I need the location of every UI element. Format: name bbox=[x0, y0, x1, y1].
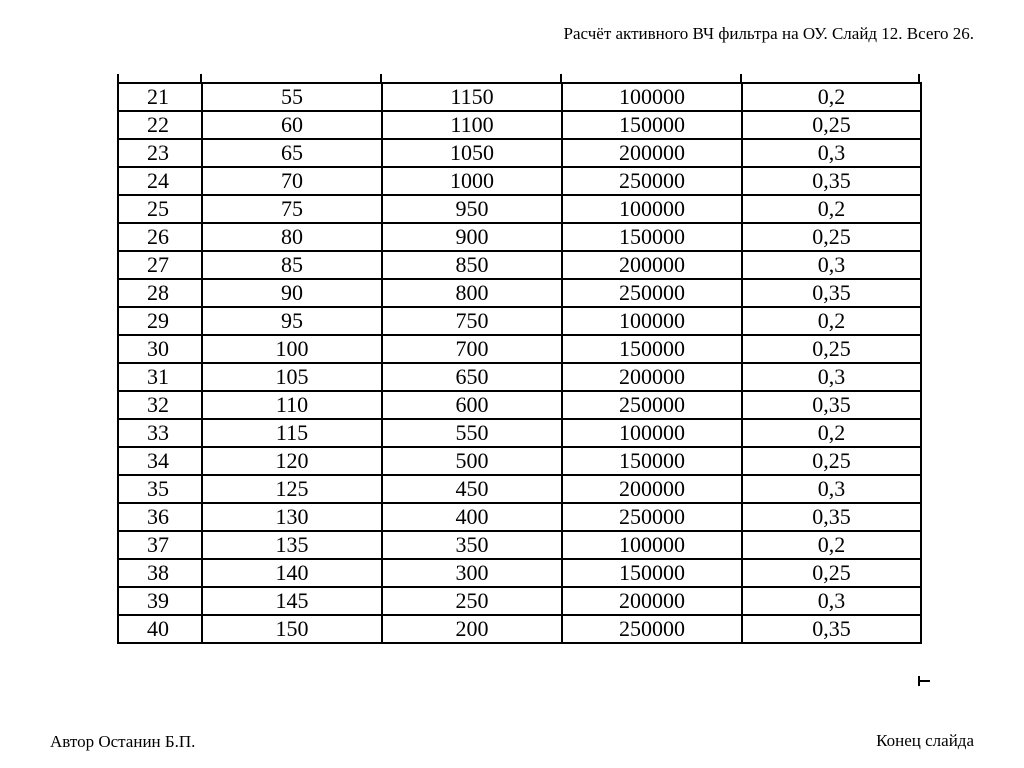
table-cell: 100000 bbox=[562, 83, 742, 111]
table-cell: 1050 bbox=[382, 139, 562, 167]
table-cell: 200000 bbox=[562, 587, 742, 615]
table-cell: 33 bbox=[118, 419, 202, 447]
table-row bbox=[118, 251, 921, 279]
table-cell: 250000 bbox=[562, 391, 742, 419]
table-row bbox=[118, 195, 921, 223]
table-cell: 100 bbox=[202, 335, 382, 363]
table-cell: 0,25 bbox=[742, 447, 921, 475]
table-cell: 135 bbox=[202, 531, 382, 559]
table-row bbox=[118, 447, 921, 475]
variants-table bbox=[117, 82, 922, 644]
table-cell: 250 bbox=[382, 587, 562, 615]
table-cell: 250000 bbox=[562, 503, 742, 531]
table-cell: 800 bbox=[382, 279, 562, 307]
table-row bbox=[118, 391, 921, 419]
table-cell: 0,3 bbox=[742, 587, 921, 615]
table-cell: 27 bbox=[118, 251, 202, 279]
table-cell: 600 bbox=[382, 391, 562, 419]
table-cell: 100000 bbox=[562, 419, 742, 447]
table-cell: 150 bbox=[202, 615, 382, 643]
table-cell: 700 bbox=[382, 335, 562, 363]
table-cell: 0,35 bbox=[742, 503, 921, 531]
table-cell: 200000 bbox=[562, 251, 742, 279]
table-row bbox=[118, 419, 921, 447]
table-cell: 0,2 bbox=[742, 307, 921, 335]
table-row bbox=[118, 167, 921, 195]
table-cell: 550 bbox=[382, 419, 562, 447]
table-cell: 125 bbox=[202, 475, 382, 503]
table-cell: 0,2 bbox=[742, 83, 921, 111]
table-cell: 105 bbox=[202, 363, 382, 391]
table-cell: 0,35 bbox=[742, 615, 921, 643]
table-cell: 0,25 bbox=[742, 335, 921, 363]
table-cell: 22 bbox=[118, 111, 202, 139]
table-cell: 200000 bbox=[562, 475, 742, 503]
table-cell: 100000 bbox=[562, 195, 742, 223]
table-cell: 90 bbox=[202, 279, 382, 307]
table-cell: 850 bbox=[382, 251, 562, 279]
table-row bbox=[118, 279, 921, 307]
table-row bbox=[118, 503, 921, 531]
table-cell: 0,35 bbox=[742, 279, 921, 307]
table-cell: 0,35 bbox=[742, 391, 921, 419]
table-cell: 250000 bbox=[562, 167, 742, 195]
table-cell: 37 bbox=[118, 531, 202, 559]
table-row bbox=[118, 139, 921, 167]
table-cell: 75 bbox=[202, 195, 382, 223]
table-cell: 150000 bbox=[562, 111, 742, 139]
table-top-cut-edge bbox=[117, 74, 920, 82]
variants-table-body bbox=[118, 83, 921, 643]
table-cell: 115 bbox=[202, 419, 382, 447]
table-cell: 26 bbox=[118, 223, 202, 251]
table-cell: 150000 bbox=[562, 223, 742, 251]
table-cell: 750 bbox=[382, 307, 562, 335]
slide-title: Расчёт активного ВЧ фильтра на ОУ. Слайд 12. Всего 26. bbox=[563, 24, 974, 43]
table-cell: 150000 bbox=[562, 335, 742, 363]
table-row bbox=[118, 83, 921, 111]
table-cell: 450 bbox=[382, 475, 562, 503]
table-cell: 0,3 bbox=[742, 475, 921, 503]
table-cell: 140 bbox=[202, 559, 382, 587]
table-cell: 110 bbox=[202, 391, 382, 419]
table-cell: 500 bbox=[382, 447, 562, 475]
table-cell: 34 bbox=[118, 447, 202, 475]
table-cell: 55 bbox=[202, 83, 382, 111]
table-cell: 25 bbox=[118, 195, 202, 223]
table-cell: 60 bbox=[202, 111, 382, 139]
table-cell: 32 bbox=[118, 391, 202, 419]
table-cell: 900 bbox=[382, 223, 562, 251]
end-of-slide-label: Конец слайда bbox=[876, 731, 974, 750]
table-cell: 95 bbox=[202, 307, 382, 335]
table-cell: 39 bbox=[118, 587, 202, 615]
table-cell: 150000 bbox=[562, 559, 742, 587]
table-row bbox=[118, 587, 921, 615]
table-cell: 80 bbox=[202, 223, 382, 251]
table-cell: 950 bbox=[382, 195, 562, 223]
table-cell: 38 bbox=[118, 559, 202, 587]
table-row bbox=[118, 531, 921, 559]
table-cell: 250000 bbox=[562, 615, 742, 643]
table-cell: 28 bbox=[118, 279, 202, 307]
table-cell: 0,2 bbox=[742, 419, 921, 447]
table-cell: 145 bbox=[202, 587, 382, 615]
table-cell: 0,25 bbox=[742, 111, 921, 139]
table-cell: 100000 bbox=[562, 307, 742, 335]
author-label: Автор Останин Б.П. bbox=[50, 732, 196, 751]
table-cell: 400 bbox=[382, 503, 562, 531]
table-cell: 120 bbox=[202, 447, 382, 475]
table-cell: 24 bbox=[118, 167, 202, 195]
table-cell: 29 bbox=[118, 307, 202, 335]
table-cell: 130 bbox=[202, 503, 382, 531]
table-cell: 0,25 bbox=[742, 559, 921, 587]
table-cell: 0,2 bbox=[742, 195, 921, 223]
table-cell: 23 bbox=[118, 139, 202, 167]
table-row bbox=[118, 111, 921, 139]
table-cell: 65 bbox=[202, 139, 382, 167]
table-cell: 100000 bbox=[562, 531, 742, 559]
table-cell: 70 bbox=[202, 167, 382, 195]
table-cell: 150000 bbox=[562, 447, 742, 475]
table-cell: 200000 bbox=[562, 139, 742, 167]
table-row bbox=[118, 363, 921, 391]
table-cell: 21 bbox=[118, 83, 202, 111]
table-row bbox=[118, 335, 921, 363]
table-row bbox=[118, 307, 921, 335]
table-row bbox=[118, 475, 921, 503]
table-cell: 1100 bbox=[382, 111, 562, 139]
table-cell: 350 bbox=[382, 531, 562, 559]
table-cell: 0,3 bbox=[742, 251, 921, 279]
table-cell: 30 bbox=[118, 335, 202, 363]
table-cell: 0,25 bbox=[742, 223, 921, 251]
table-cell: 35 bbox=[118, 475, 202, 503]
table-cell: 250000 bbox=[562, 279, 742, 307]
table-cell: 200000 bbox=[562, 363, 742, 391]
table-cell: 1150 bbox=[382, 83, 562, 111]
table-cell: 300 bbox=[382, 559, 562, 587]
corner-mark bbox=[918, 676, 930, 686]
table-cell: 36 bbox=[118, 503, 202, 531]
table-cell: 650 bbox=[382, 363, 562, 391]
table-row bbox=[118, 615, 921, 643]
table-cell: 0,2 bbox=[742, 531, 921, 559]
table-cell: 0,35 bbox=[742, 167, 921, 195]
table-row bbox=[118, 223, 921, 251]
table-cell: 40 bbox=[118, 615, 202, 643]
table-cell: 200 bbox=[382, 615, 562, 643]
table-cell: 31 bbox=[118, 363, 202, 391]
table-cell: 85 bbox=[202, 251, 382, 279]
table-cell: 0,3 bbox=[742, 139, 921, 167]
table-row bbox=[118, 559, 921, 587]
table-cell: 0,3 bbox=[742, 363, 921, 391]
table-cell: 1000 bbox=[382, 167, 562, 195]
